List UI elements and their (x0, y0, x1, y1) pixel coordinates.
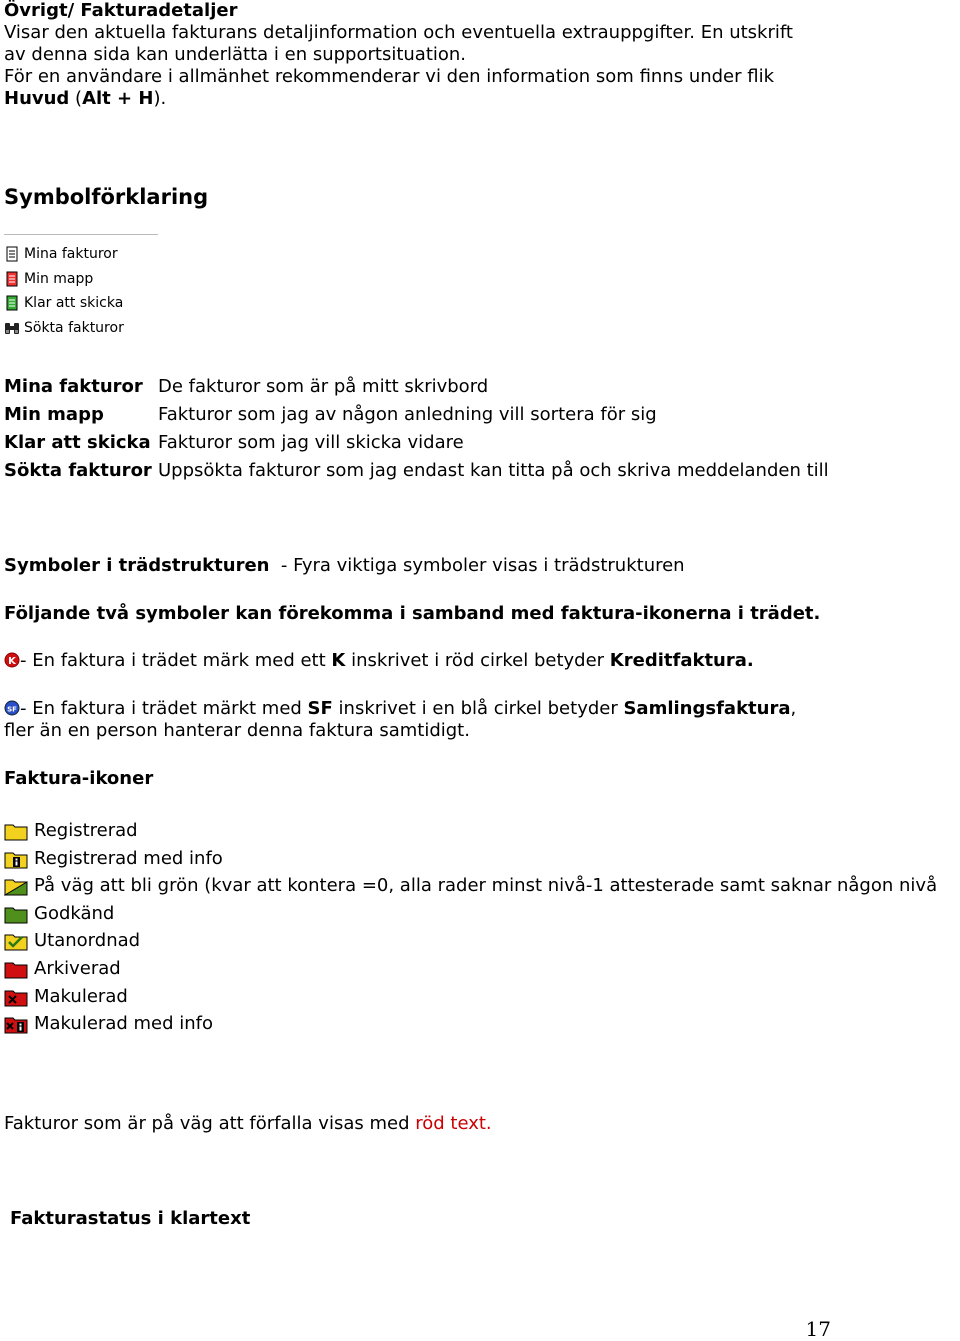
faktura-icon-label: Godkänd (34, 903, 115, 925)
samling-circle-icon (4, 700, 20, 716)
faktura-icon-label: Registrerad (34, 820, 138, 842)
definition-term: Min mapp (4, 403, 104, 425)
page-number: 17 (805, 1317, 831, 1341)
kredit-k: K (331, 650, 346, 671)
binoculars-icon (4, 320, 20, 336)
yellow-folder-info-icon (4, 849, 28, 869)
definition-desc: Fakturor som jag av någon anledning vill sortera för sig (158, 403, 657, 425)
tree-legend (4, 234, 158, 340)
kredit-text-pre: - En faktura i trädet märk med ett (20, 650, 332, 671)
samling-comma: , (790, 698, 797, 719)
definition-term: Mina fakturor (4, 375, 143, 397)
paren-open: ( (69, 88, 83, 109)
definition-row (4, 400, 829, 428)
red-folder-x-icon (4, 987, 28, 1007)
kredit-circle-icon (4, 652, 20, 668)
definition-row (4, 428, 829, 456)
faktura-icon-row (4, 900, 114, 928)
yellow-green-folder-icon (4, 876, 28, 896)
definition-desc: Fakturor som jag vill skicka vidare (158, 431, 464, 453)
tree-item-label: Mina fakturor (24, 246, 118, 263)
green-folder-icon (4, 904, 28, 924)
green-document-icon (4, 295, 20, 311)
tree-symbols-title: Symboler i trädstrukturen (4, 555, 270, 576)
paren-close: ). (153, 88, 167, 109)
definition-desc: Uppsökta fakturor som jag endast kan titta på och skriva meddelanden till (158, 459, 829, 481)
huvud-tab-name: Huvud (4, 88, 70, 109)
faktura-icon-label: Registrerad med info (34, 848, 223, 870)
tree-symbols-subtitle: - Fyra viktiga symboler visas i trädstrukturen (269, 555, 685, 576)
kredit-text-mid: inskrivet i röd cirkel betyder (345, 650, 610, 671)
red-document-icon (4, 271, 20, 287)
faktura-icon-label: Makulerad (34, 986, 128, 1008)
tree-item-klar-att-skicka (4, 291, 158, 316)
svg-text:K: K (8, 656, 16, 667)
faktura-icon-row (4, 817, 138, 845)
forfalla-red-text: röd text. (415, 1113, 492, 1134)
definition-row (4, 456, 829, 484)
page-title: Övrigt/ Fakturadetaljer (4, 0, 238, 21)
definition-term: Klar att skicka (4, 431, 151, 453)
shortcut-key: Alt + H (82, 88, 154, 109)
fakturastatus-klartext-heading: Fakturastatus i klartext (10, 1208, 251, 1229)
tree-item-label: Klar att skicka (24, 295, 124, 312)
forfalla-line (4, 1113, 492, 1135)
faktura-icon-row (4, 845, 223, 873)
faktura-icon-label: Utanordnad (34, 930, 141, 952)
faktura-icon-label: Arkiverad (34, 958, 121, 980)
samling-text-pre: - En faktura i trädet märkt med (20, 698, 308, 719)
section-heading-symbolforklaring: Symbolförklaring (4, 185, 209, 209)
faktura-ikoner-heading: Faktura-ikoner (4, 768, 154, 789)
faktura-icon-row (4, 872, 937, 900)
tree-symbols-heading (4, 555, 685, 577)
document-icon (4, 246, 20, 262)
faktura-icon-row (4, 983, 128, 1011)
definition-list (4, 372, 829, 484)
samlingsfaktura-line (4, 698, 796, 720)
yellow-folder-check-icon (4, 931, 28, 951)
kreditfaktura-line (4, 650, 754, 672)
intro-line-3: För en användare i allmänhet rekommenderar vi den information som finns under flik (4, 66, 775, 87)
tree-item-label: Min mapp (24, 270, 94, 287)
red-folder-icon (4, 959, 28, 979)
faktura-icon-row (4, 927, 140, 955)
samlingsfaktura-line-2: fler än en person hanterar denna faktura samtidigt. (4, 720, 470, 741)
tree-item-mina-fakturor (4, 242, 158, 267)
definition-desc: De fakturor som är på mitt skrivbord (158, 375, 489, 397)
tree-item-sokta-fakturor (4, 316, 158, 341)
intro-line-1: Visar den aktuella fakturans detaljinformation och eventuella extrauppgifter. En utskrift (4, 22, 793, 43)
samling-sf: SF (307, 698, 333, 719)
definition-term: Sökta fakturor (4, 459, 152, 481)
faktura-icon-label: På väg att bli grön (kvar att kontera =0, alla rader minst nivå-1 attesterade samt saknar någon nivå (34, 875, 938, 897)
yellow-folder-icon (4, 821, 28, 841)
forfalla-text: Fakturor som är på väg att förfalla visas med (4, 1113, 416, 1134)
samling-term: Samlingsfaktura (623, 698, 791, 719)
intro-line-4 (4, 88, 166, 110)
red-folder-x-info-icon (4, 1014, 28, 1034)
samling-text-mid: inskrivet i en blå cirkel betyder (332, 698, 624, 719)
faktura-icon-row (4, 955, 121, 983)
faktura-icon-label: Makulerad med info (34, 1013, 214, 1035)
tree-item-label: Sökta fakturor (24, 319, 124, 336)
tree-item-min-mapp (4, 267, 158, 292)
definition-row (4, 372, 829, 400)
tree-symbols-subheading: Följande två symboler kan förekomma i samband med faktura-ikonerna i trädet. (4, 603, 821, 624)
kredit-term: Kreditfaktura. (609, 650, 754, 671)
svg-text:SF: SF (7, 705, 17, 714)
intro-line-2: av denna sida kan underlätta i en supportsituation. (4, 44, 467, 65)
faktura-icon-row (4, 1010, 213, 1038)
